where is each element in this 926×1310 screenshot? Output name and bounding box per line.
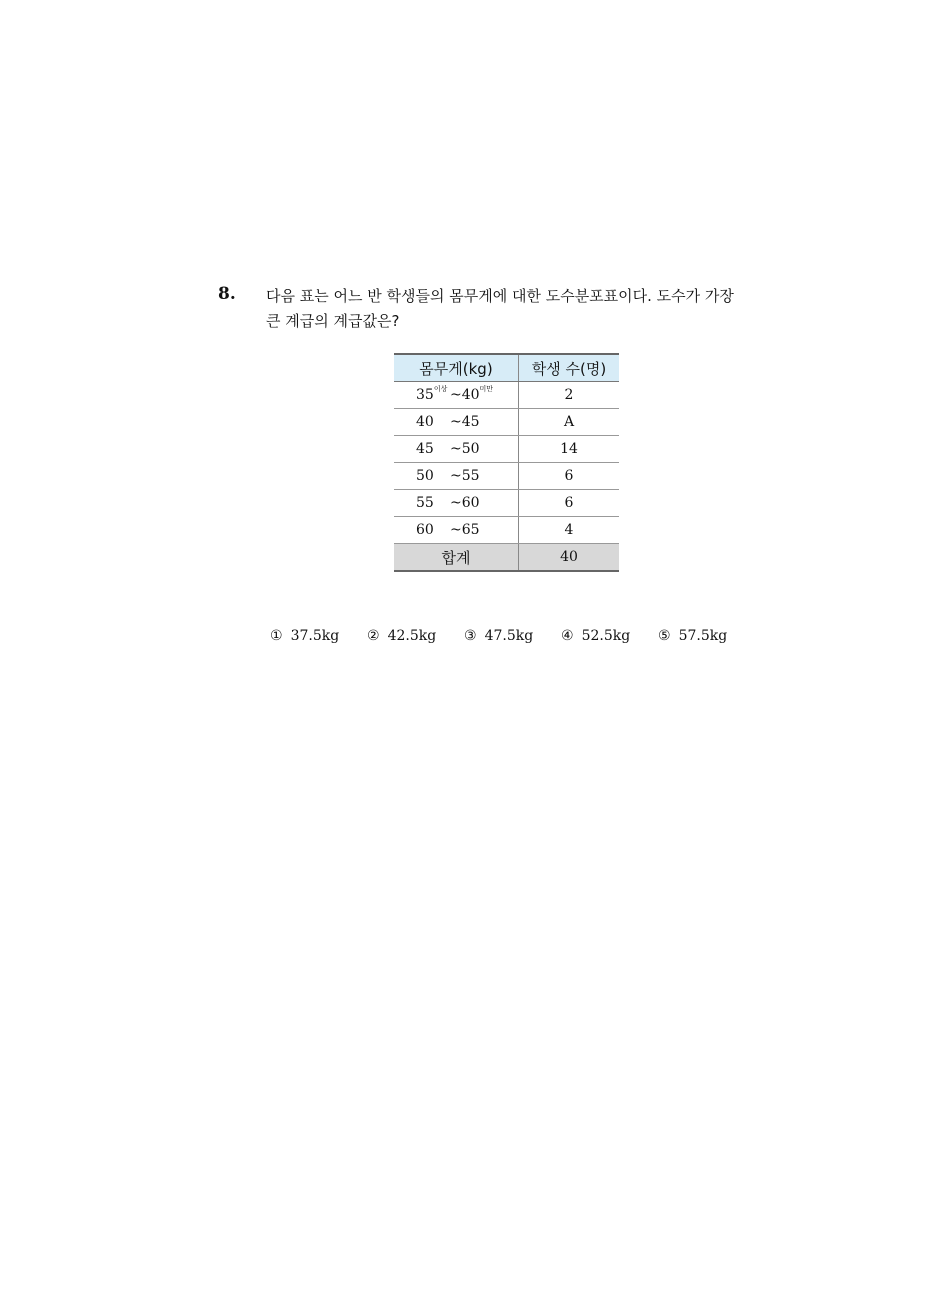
range-upper: ~65 <box>450 522 480 538</box>
choice-mark: ③ <box>464 628 477 644</box>
table-row <box>394 490 619 517</box>
choice-2[interactable] <box>367 628 464 644</box>
choice-mark: ④ <box>561 628 574 644</box>
weight-range <box>394 490 519 517</box>
student-count: 2 <box>519 382 620 409</box>
table-row <box>394 382 619 409</box>
table-row <box>394 517 619 544</box>
weight-range <box>394 463 519 490</box>
range-upper: ~50 <box>450 441 480 457</box>
range-lower: 45 <box>416 441 434 457</box>
weight-range <box>394 382 519 409</box>
choice-text: 42.5kg <box>387 628 437 644</box>
range-lower: 40 <box>416 414 434 430</box>
range-lower: 50 <box>416 468 434 484</box>
range-lower: 60 <box>416 522 434 538</box>
choice-text: 52.5kg <box>581 628 631 644</box>
choice-mark: ② <box>367 628 380 644</box>
table-row <box>394 436 619 463</box>
range-upper: ~55 <box>450 468 480 484</box>
weight-range <box>394 409 519 436</box>
question-number: 8. <box>218 284 236 304</box>
weight-range <box>394 517 519 544</box>
student-count: 4 <box>519 517 620 544</box>
answer-choices <box>270 628 755 644</box>
total-value: 40 <box>519 544 620 572</box>
range-lower: 35 <box>416 387 434 403</box>
table-header-row <box>394 354 619 382</box>
table-total-row <box>394 544 619 572</box>
upper-note: 미만 <box>479 385 494 393</box>
header-students: 학생 수(명) <box>519 354 620 382</box>
total-label: 합계 <box>394 544 519 572</box>
range-upper: ~60 <box>450 495 480 511</box>
range-upper: ~45 <box>450 414 480 430</box>
choice-mark: ① <box>270 628 283 644</box>
student-count: A <box>519 409 620 436</box>
choice-text: 57.5kg <box>678 628 728 644</box>
choice-3[interactable] <box>464 628 561 644</box>
student-count: 6 <box>519 463 620 490</box>
student-count: 6 <box>519 490 620 517</box>
choice-4[interactable] <box>561 628 658 644</box>
choice-1[interactable] <box>270 628 367 644</box>
question-line-2: 큰 계급의 계급값은? <box>266 312 400 330</box>
table-row <box>394 463 619 490</box>
question-text <box>266 284 766 334</box>
choice-mark: ⑤ <box>658 628 671 644</box>
range-upper: ~40 <box>450 387 480 403</box>
range-lower: 55 <box>416 495 434 511</box>
header-weight: 몸무게(kg) <box>394 354 519 382</box>
choice-text: 37.5kg <box>290 628 340 644</box>
weight-range <box>394 436 519 463</box>
frequency-table <box>394 353 619 572</box>
student-count: 14 <box>519 436 620 463</box>
choice-text: 47.5kg <box>484 628 534 644</box>
question-line-1: 다음 표는 어느 반 학생들의 몸무게에 대한 도수분포표이다. 도수가 가장 <box>266 287 734 305</box>
choice-5[interactable] <box>658 628 755 644</box>
lower-note: 이상 <box>433 385 448 393</box>
table-row <box>394 409 619 436</box>
